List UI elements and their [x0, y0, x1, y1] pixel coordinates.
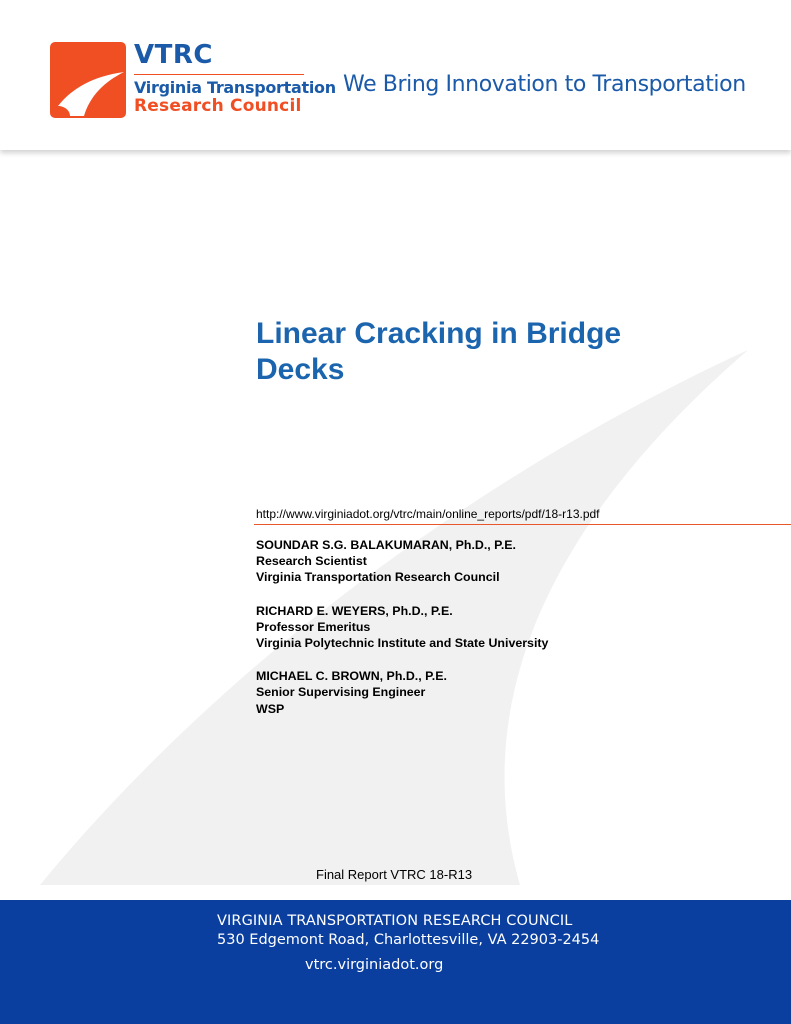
author-block	[256, 668, 548, 717]
report-footer	[0, 900, 791, 1024]
logo-acronym: VTRC	[134, 40, 213, 70]
footer-website-link[interactable]: vtrc.virginiadot.org	[305, 957, 444, 973]
report-url-link[interactable]: http://www.virginiadot.org/vtrc/main/online_reports/pdf/18-r13.pdf	[256, 507, 600, 521]
footer-organization: VIRGINIA TRANSPORTATION RESEARCH COUNCIL	[217, 913, 573, 929]
logo-divider	[134, 74, 304, 75]
author-affiliation: Virginia Transportation Research Council	[256, 570, 500, 585]
author-affiliation: Virginia Polytechnic Institute and State University	[256, 636, 549, 651]
report-title-line2: Decks	[256, 353, 345, 386]
logo-name-line2: Research Council	[134, 96, 302, 116]
tagline: We Bring Innovation to Transportation	[343, 72, 746, 97]
author-name: RICHARD E. WEYERS, Ph.D., P.E.	[256, 603, 453, 618]
report-title-line1: Linear Cracking in Bridge	[256, 317, 622, 350]
footer-address: 530 Edgemont Road, Charlottesville, VA 22903-2454	[217, 932, 600, 948]
vtrc-swoosh-icon	[50, 42, 126, 118]
report-number: Final Report VTRC 18-R13	[316, 867, 473, 882]
author-list	[256, 537, 548, 734]
url-divider	[254, 524, 791, 525]
author-name: MICHAEL C. BROWN, Ph.D., P.E.	[256, 669, 447, 684]
author-block	[256, 603, 548, 652]
report-title	[256, 316, 686, 388]
author-affiliation: WSP	[256, 701, 285, 716]
author-role: Senior Supervising Engineer	[256, 685, 426, 700]
author-block	[256, 537, 548, 586]
report-header	[0, 0, 791, 150]
author-role: Research Scientist	[256, 554, 367, 569]
author-name: SOUNDAR S.G. BALAKUMARAN, Ph.D., P.E.	[256, 538, 516, 552]
author-role: Professor Emeritus	[256, 619, 371, 634]
logo-name-line1: Virginia Transportation	[134, 78, 336, 97]
background-swoosh	[0, 150, 791, 900]
